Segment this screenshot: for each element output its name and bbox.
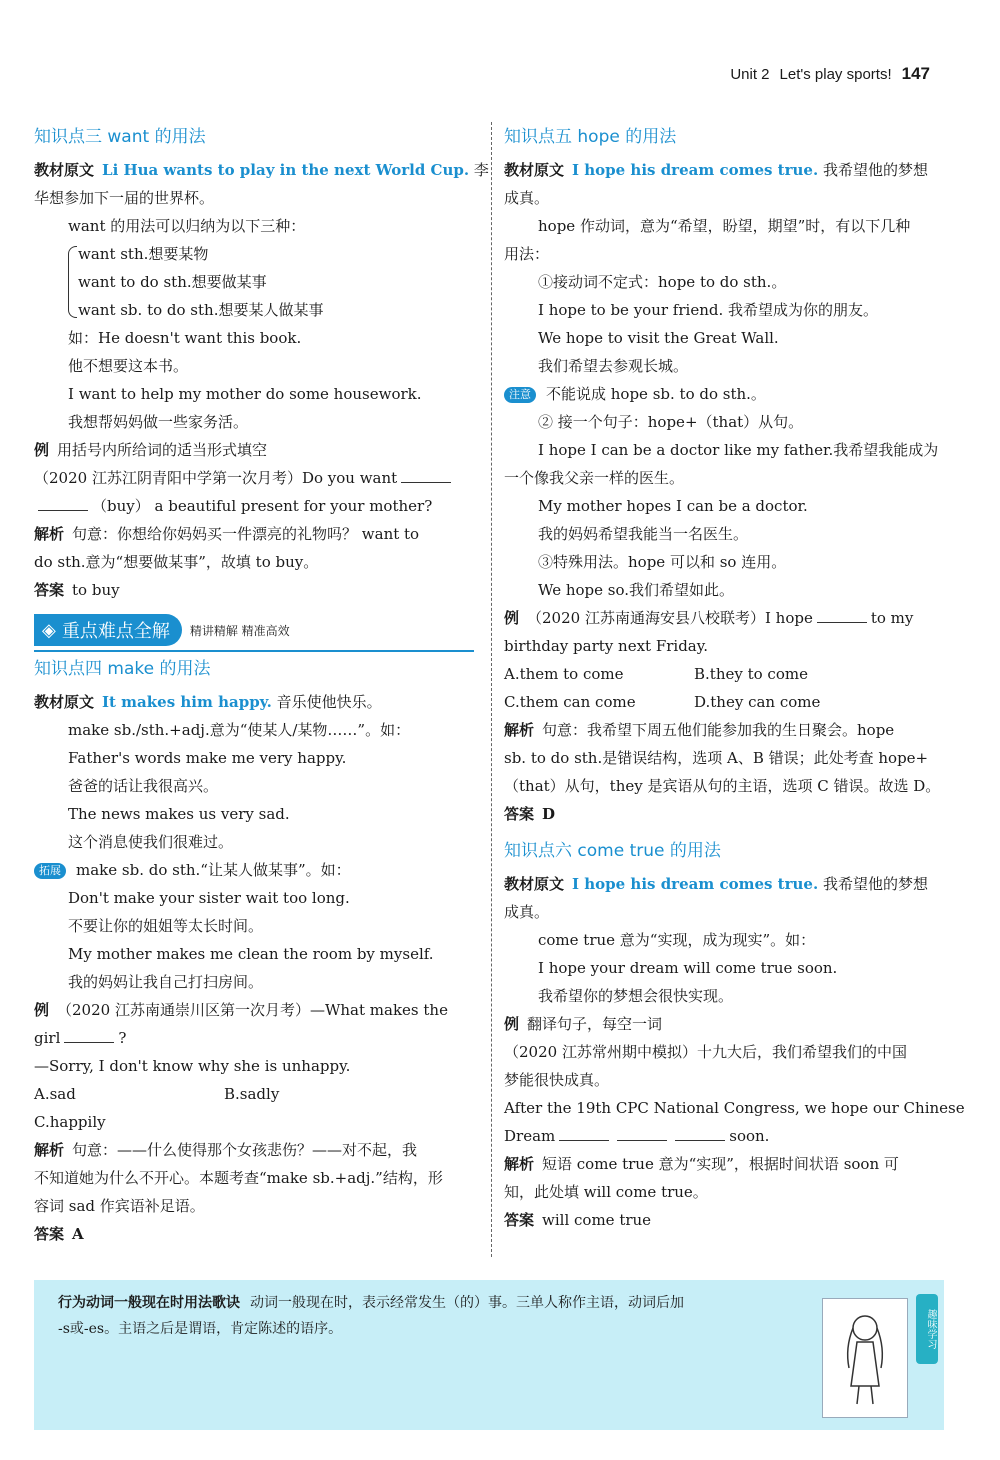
analysis-label: 解析 bbox=[504, 1155, 535, 1173]
analysis-text: do sth.意为“想要做某事”，故填 to buy。 bbox=[34, 553, 319, 571]
footer-tip-box bbox=[34, 1280, 944, 1430]
brace-item: want to do sth.想要做某事 bbox=[78, 273, 267, 291]
option-c: C.them can come bbox=[504, 693, 636, 711]
src-cn-2: 华想参加下一届的世界杯。 bbox=[34, 189, 215, 207]
analysis-text: 句意：——什么使得那个女孩悲伤？——对不起，我 bbox=[72, 1141, 418, 1159]
option-d: D.they can come bbox=[694, 693, 821, 711]
note-text: 不能说成 hope sb. to do sth.。 bbox=[546, 385, 766, 403]
text-line: I hope I can be a doctor like my father.我希望我能成为 bbox=[538, 441, 939, 459]
answer-label: 答案 bbox=[504, 805, 535, 823]
example-label: 例 bbox=[504, 1015, 520, 1033]
cartoon-girl-icon bbox=[835, 1308, 895, 1408]
answer-label: 答案 bbox=[34, 581, 65, 599]
src-en: Li Hua wants to play in the next World Cup. bbox=[102, 161, 470, 179]
src-en: It makes him happy. bbox=[102, 693, 272, 711]
kp5-title: 知识点五 hope 的用法 bbox=[504, 127, 677, 147]
footer-title: 行为动词一般现在时用法歌诀 bbox=[58, 1295, 240, 1311]
text-line: 如：He doesn't want this book. bbox=[68, 329, 302, 347]
option-a: A.them to come bbox=[504, 665, 624, 683]
kp6-title: 知识点六 come true 的用法 bbox=[504, 841, 721, 861]
example-text: （2020 江苏南通海安县八校联考）I hope bbox=[527, 609, 813, 627]
src-cn-2: 成真。 bbox=[504, 903, 550, 921]
analysis-label: 解析 bbox=[34, 1141, 65, 1159]
footer-line: -s或-es。主语之后是谓语，肯定陈述的语序。 bbox=[58, 1321, 343, 1337]
brace-item: want sb. to do sth.想要某人做某事 bbox=[78, 301, 324, 319]
answer-blank bbox=[401, 470, 451, 483]
example-text: （2020 江苏常州期中模拟）十九大后，我们希望我们的中国 bbox=[504, 1043, 907, 1061]
answer-blank bbox=[617, 1128, 667, 1141]
option-b: B.they to come bbox=[694, 665, 808, 683]
src-label: 教材原文 bbox=[504, 875, 565, 893]
text-line: 这个消息使我们很难过。 bbox=[68, 833, 234, 851]
src-en: I hope his dream comes true. bbox=[572, 161, 819, 179]
options-row bbox=[34, 1080, 476, 1108]
options-row bbox=[504, 660, 950, 688]
left-column bbox=[34, 120, 489, 1248]
option-c: C.happily bbox=[34, 1113, 106, 1131]
text-line: I hope to be your friend. 我希望成为你的朋友。 bbox=[538, 301, 879, 319]
text-line: Don't make your sister wait too long. bbox=[68, 889, 350, 907]
analysis-text: 句意：你想给你妈妈买一件漂亮的礼物吗？ want to bbox=[72, 525, 420, 543]
src-cn: 我希望他的梦想 bbox=[818, 161, 928, 179]
usage-brace bbox=[34, 240, 476, 324]
analysis-text: 短语 come true 意为“实现”，根据时间状语 soon 可 bbox=[542, 1155, 899, 1173]
example-text: （2020 江苏南通崇川区第一次月考）—What makes the bbox=[57, 1001, 448, 1019]
section-banner bbox=[34, 614, 474, 652]
example-text: to my bbox=[870, 609, 914, 627]
src-label: 教材原文 bbox=[34, 693, 95, 711]
text-line: 他不想要这本书。 bbox=[68, 357, 189, 375]
analysis-text: 不知道她为什么不开心。本题考查“make sb.+adj.”结构，形 bbox=[34, 1169, 443, 1187]
answer-text: to buy bbox=[72, 581, 120, 599]
text-line: want 的用法可以归纳为以下三种： bbox=[68, 217, 306, 235]
src-label: 教材原文 bbox=[34, 161, 95, 179]
example-text: soon. bbox=[729, 1127, 770, 1145]
footer-text bbox=[58, 1290, 818, 1342]
src-cn: 我希望他的梦想 bbox=[818, 875, 928, 893]
text-line: I hope your dream will come true soon. bbox=[538, 959, 838, 977]
example-label: 例 bbox=[34, 441, 50, 459]
footer-line: 动词一般现在时，表示经常发生（的）事。三单人称作主语，动词后加 bbox=[250, 1295, 684, 1311]
analysis-text: sb. to do sth.是错误结构，选项 A、B 错误；此处考查 hope+ bbox=[504, 749, 929, 767]
text-line: 我的妈妈让我自己打扫房间。 bbox=[68, 973, 264, 991]
text-line: 我的妈妈希望我能当一名医生。 bbox=[538, 525, 749, 543]
note-icon: 注意 bbox=[504, 387, 536, 403]
analysis-label: 解析 bbox=[34, 525, 65, 543]
text-line: 爸爸的话让我很高兴。 bbox=[68, 777, 219, 795]
text-line: 我希望你的梦想会很快实现。 bbox=[538, 987, 734, 1005]
example-text: 用括号内所给词的适当形式填空 bbox=[57, 441, 268, 459]
src-cn: 李 bbox=[469, 161, 489, 179]
footer-side-tab: 趣味学习 bbox=[916, 1294, 938, 1364]
text-line: We hope to visit the Great Wall. bbox=[538, 329, 779, 347]
analysis-text: 知，此处填 will come true。 bbox=[504, 1183, 708, 1201]
extension-icon: 拓展 bbox=[34, 863, 66, 879]
src-en: I hope his dream comes true. bbox=[572, 875, 819, 893]
banner-title-text: 重点难点全解 bbox=[61, 621, 170, 642]
right-column bbox=[504, 120, 965, 1234]
option-a: A.sad bbox=[34, 1085, 76, 1103]
answer-blank bbox=[38, 498, 88, 511]
analysis-text: 句意：我希望下周五他们能参加我的生日聚会。hope bbox=[542, 721, 895, 739]
text-line: ② 接一个句子：hope+（that）从句。 bbox=[538, 413, 804, 431]
text-line: My mother hopes I can be a doctor. bbox=[538, 497, 808, 515]
answer-text: A bbox=[72, 1225, 84, 1243]
text-line: hope 作动词，意为“希望，盼望，期望”时，有以下几种 bbox=[538, 217, 911, 235]
text-line: We hope so.我们希望如此。 bbox=[538, 581, 735, 599]
cartoon-illustration bbox=[822, 1298, 908, 1418]
text-line: make sb./sth.+adj.意为“使某人/某物……”。如： bbox=[68, 721, 411, 739]
banner-title bbox=[34, 614, 182, 646]
answer-blank bbox=[559, 1128, 609, 1141]
option-b: B.sadly bbox=[224, 1085, 280, 1103]
example-text: 翻译句子，每空一词 bbox=[527, 1015, 663, 1033]
src-cn: 音乐使他快乐。 bbox=[271, 693, 382, 711]
example-text: （2020 江苏江阴青阳中学第一次月考）Do you want bbox=[34, 469, 398, 487]
banner-subtitle: 精讲精解 精准高效 bbox=[189, 623, 290, 638]
page-number: 147 bbox=[901, 64, 930, 83]
text-line: Father's words make me very happy. bbox=[68, 749, 347, 767]
example-text: birthday party next Friday. bbox=[504, 637, 708, 655]
answer-blank bbox=[817, 610, 867, 623]
text-line: ③特殊用法。hope 可以和 so 连用。 bbox=[538, 553, 787, 571]
text-line: 我想帮妈妈做一些家务活。 bbox=[68, 413, 249, 431]
analysis-label: 解析 bbox=[504, 721, 535, 739]
text-line: I want to help my mother do some housework. bbox=[68, 385, 422, 403]
text-line: 我们希望去参观长城。 bbox=[538, 357, 689, 375]
text-line: My mother makes me clean the room by myself. bbox=[68, 945, 434, 963]
answer-text: D bbox=[542, 805, 556, 823]
example-label: 例 bbox=[34, 1001, 50, 1019]
text-line: 用法： bbox=[504, 245, 550, 263]
unit-title: Let's play sports! bbox=[779, 65, 892, 83]
analysis-text: （that）从句，they 是宾语从句的主语，选项 C 错误。故选 D。 bbox=[504, 777, 941, 795]
brace-item: want sth.想要某物 bbox=[78, 245, 209, 263]
answer-blank bbox=[64, 1030, 114, 1043]
kp3-title: 知识点三 want 的用法 bbox=[34, 127, 206, 147]
text-line: come true 意为“实现，成为现实”。如： bbox=[538, 931, 816, 949]
example-text: girl bbox=[34, 1029, 61, 1047]
text-line: 一个像我父亲一样的医生。 bbox=[504, 469, 685, 487]
example-text: （buy） a beautiful present for your mother? bbox=[92, 497, 433, 515]
example-text: Dream bbox=[504, 1127, 556, 1145]
megaphone-icon: ◈ bbox=[42, 619, 56, 641]
answer-label: 答案 bbox=[504, 1211, 535, 1229]
unit-label: Unit 2 bbox=[730, 65, 770, 83]
kp4-title: 知识点四 make 的用法 bbox=[34, 659, 211, 679]
answer-blank bbox=[675, 1128, 725, 1141]
analysis-text: 容词 sad 作宾语补足语。 bbox=[34, 1197, 205, 1215]
page-header bbox=[730, 64, 930, 84]
example-label: 例 bbox=[504, 609, 520, 627]
extension-text: make sb. do sth.“让某人做某事”。如： bbox=[76, 861, 351, 879]
text-line: 不要让你的姐姐等太长时间。 bbox=[68, 917, 264, 935]
text-line: The news makes us very sad. bbox=[68, 805, 290, 823]
example-text: 梦能很快成真。 bbox=[504, 1071, 610, 1089]
src-cn-2: 成真。 bbox=[504, 189, 550, 207]
src-label: 教材原文 bbox=[504, 161, 565, 179]
example-text: ? bbox=[118, 1029, 127, 1047]
text-line: ①接动词不定式：hope to do sth.。 bbox=[538, 273, 787, 291]
example-text: —Sorry, I don't know why she is unhappy. bbox=[34, 1057, 351, 1075]
answer-label: 答案 bbox=[34, 1225, 65, 1243]
answer-text: will come true bbox=[542, 1211, 652, 1229]
example-text: After the 19th CPC National Congress, we hope our Chinese bbox=[504, 1099, 965, 1117]
column-divider bbox=[491, 122, 492, 1257]
options-row bbox=[504, 688, 950, 716]
